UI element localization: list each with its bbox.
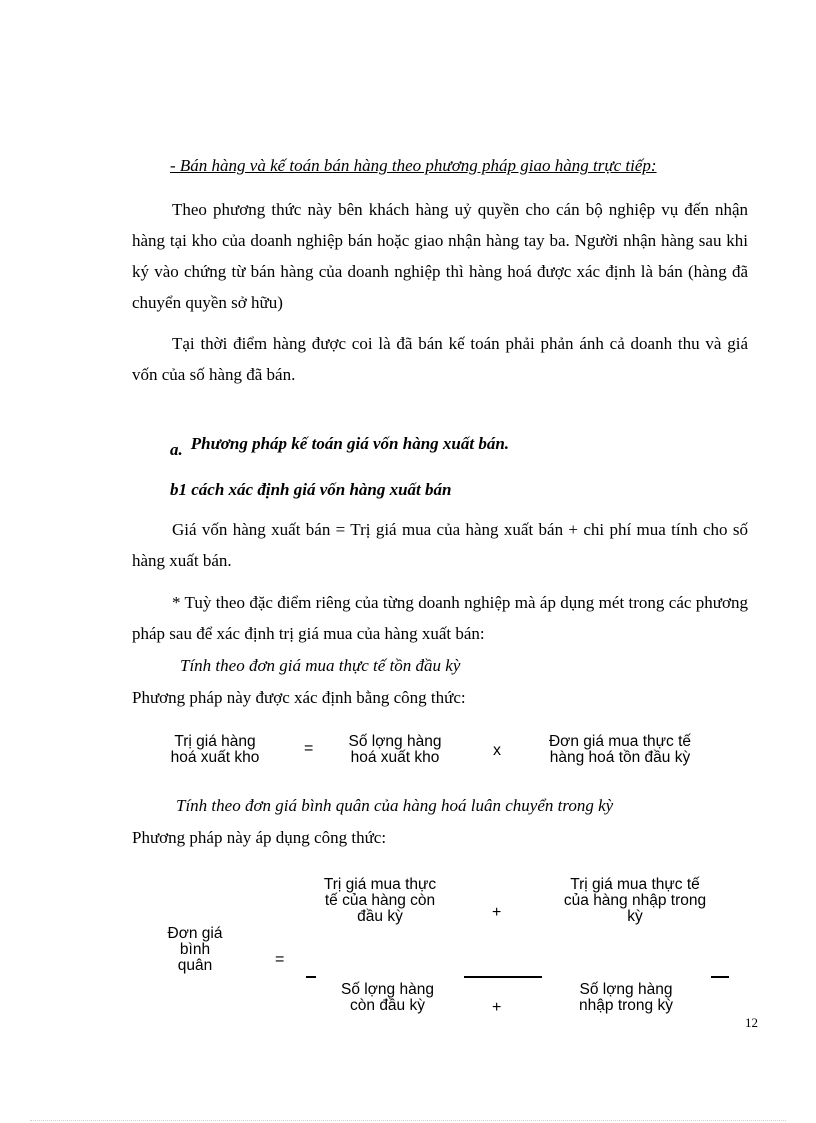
formula1-left-line1: Trị giá hàng (174, 733, 256, 750)
paragraph-sale-recognition-text: Tại thời điểm hàng được coi là đã bán kế toán phải phản ánh cả doanh thu và giá vốn của số hàng đã bán. (132, 334, 748, 384)
formula2-numerator-right (550, 877, 720, 925)
method1-intro: Phương pháp này được xác định bằng công thức: (132, 688, 466, 707)
heading-a-prefix: a. (170, 440, 183, 459)
formula2-left (160, 926, 230, 974)
page-number: 12 (745, 1015, 758, 1030)
method2-title: Tính theo đơn giá bình quân của hàng hoá luân chuyển trong kỳ (176, 796, 614, 815)
formula2-num-left-line3: đầu kỳ (357, 908, 403, 925)
formula1-left-line2: hoá xuất kho (170, 749, 260, 766)
paragraph-cost-formula-text: Giá vốn hàng xuất bán = Trị giá mua của hàng xuất bán + chi phí mua tính cho số hàng xuất bán. (132, 520, 748, 570)
formula2-denominator-plus: + (492, 999, 502, 1016)
paragraph-delivery-method (132, 194, 748, 318)
formula2-den-left-line2: còn đầu kỳ (350, 997, 425, 1014)
formula2-num-right-line3: kỳ (627, 908, 643, 925)
section-heading: - Bán hàng và kế toán bán hàng theo phương pháp giao hàng trực tiếp: (170, 156, 657, 175)
fraction-bar-left (306, 976, 316, 978)
formula2-denominator-right (556, 982, 696, 1014)
formula1-right (530, 734, 710, 766)
formula2-num-left-line1: Trị giá mua thực (323, 876, 437, 893)
formula2-numerator-left (305, 877, 455, 925)
heading-a-text: Phương pháp kế toán giá vốn hàng xuất bán. (190, 434, 510, 453)
formula2-equals: = (275, 951, 285, 968)
fraction-bar-right (711, 976, 729, 978)
paragraph-sale-recognition (132, 328, 748, 390)
formula1-times: x (493, 742, 501, 759)
formula1-mid (330, 734, 460, 766)
formula1-right-line2: hàng hoá tồn đầu kỳ (549, 749, 691, 766)
paragraph-methods-intro-text: * Tuỳ theo đặc điểm riêng của từng doanh nghiệp mà áp dụng mét trong các phương pháp sau để xác định trị giá mua của hàng xuất bán: (132, 593, 748, 643)
formula1-equals: = (304, 740, 314, 757)
formula1-mid-line2: hoá xuất kho (350, 749, 440, 766)
formula1-left (160, 734, 270, 766)
formula2-den-right-line1: Số lợng hàng (579, 981, 673, 998)
fraction-bar-middle (464, 976, 542, 978)
formula2-den-right-line2: nhập trong kỳ (579, 997, 673, 1014)
paragraph-methods-intro (132, 587, 748, 649)
formula2-num-left-line2: tế của hàng còn (324, 892, 436, 909)
paragraph-cost-formula (132, 514, 748, 576)
heading-b1: b1 cách xác định giá vốn hàng xuất bán (170, 480, 452, 499)
paragraph-delivery-method-text: Theo phương thức này bên khách hàng uỷ quyền cho cán bộ nghiệp vụ đến nhận hàng tại kho của doanh nghiệp bán hoặc giao nhận hàng tay ba. Người nhận hàng sau khi ký vào chứng từ bán hàng của doanh nghiệp thì hàng hoá được xác định là bán (hàng đã chuyển quyền sở hữu) (132, 200, 748, 312)
page-bottom-divider (30, 1120, 786, 1121)
formula2-num-right-line2: của hàng nhập trong (563, 892, 707, 909)
formula1-right-line1: Đơn giá mua thực tế (548, 733, 692, 750)
heading-a (170, 434, 510, 460)
formula2-denominator-left (320, 982, 455, 1014)
formula2-left-line2: bình (179, 941, 211, 958)
formula2-left-line3: quân (177, 957, 213, 974)
formula2-den-left-line1: Số lợng hàng (341, 981, 434, 998)
formula2-left-line1: Đơn giá (167, 925, 223, 942)
formula2-numerator-plus: + (492, 904, 502, 921)
formula1-mid-line1: Số lợng hàng (348, 733, 442, 750)
method2-intro: Phương pháp này áp dụng công thức: (132, 828, 387, 847)
method1-title: Tính theo đơn giá mua thực tế tồn đầu kỳ (180, 656, 461, 675)
formula2-num-right-line1: Trị giá mua thực tế (570, 876, 700, 893)
